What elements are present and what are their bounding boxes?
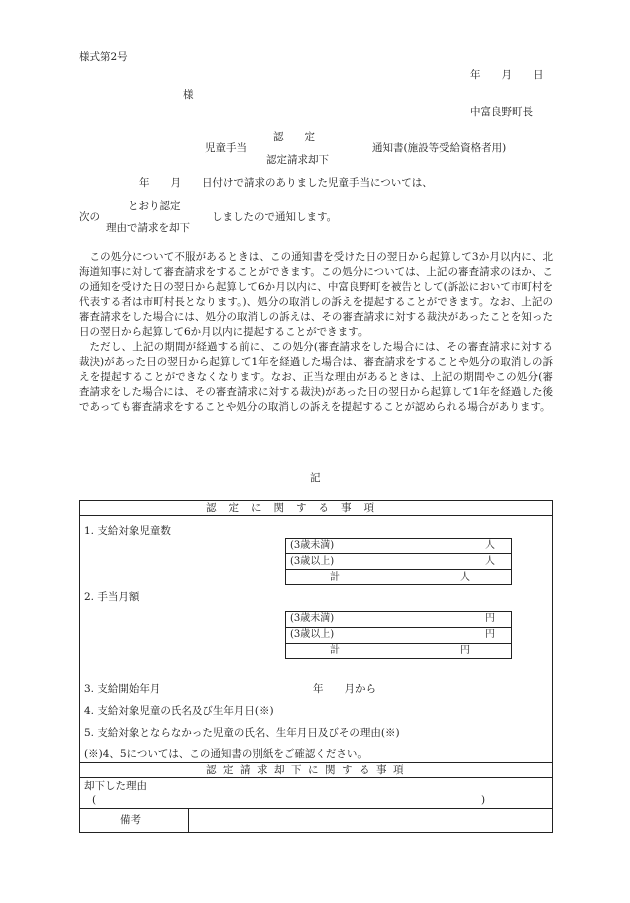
divider (285, 643, 512, 644)
divider (285, 569, 512, 570)
child-3-plus-label: (3歳以上) (290, 556, 335, 567)
amount-total-label: 計 (330, 645, 340, 656)
child-under-3-unit: 人 (485, 540, 495, 551)
child-total-unit: 人 (460, 572, 470, 583)
child-under-3-label: (3歳未満) (290, 540, 335, 551)
amount-total-unit: 円 (460, 645, 470, 656)
amount-under-3-label: (3歳未満) (290, 613, 335, 624)
item-ineligible-children: 5. 支給対象とならなかった児童の氏名、生年月日及びその理由(※) (84, 727, 400, 739)
title-option-recognition: 認 定 (273, 131, 315, 143)
rejection-reason-close: ) (481, 794, 486, 806)
divider (285, 627, 512, 628)
item-monthly-amount: 2. 手当月額 (84, 591, 140, 603)
date-line: 年 月 日 (470, 69, 544, 81)
form-number: 様式第2号 (79, 51, 128, 63)
appeal-notice-paragraph-2: ただし、上記の期間が経過する前に、この処分(審査請求をした場合には、その審査請求に対する裁決)があった日の翌日から起算して1年を経過した場合は、審査請求をすることや処分の取消しの訴えを提起することができなくなります。なお、正当な理由があるときは、上記の期間やこの処分(審査請求をした場合には、その審査請求に対する裁決)があった日の翌日から起算して1年を経過した後であっても審査請求をすることや処分の取消しの訴えを提起することが認められる場合があります。 (79, 341, 553, 413)
intro-option-reject: 理由で請求を却下 (106, 222, 190, 234)
intro-option-approve: とおり認定 (128, 200, 181, 212)
item-eligible-children: 4. 支給対象児童の氏名及び生年月日(※) (84, 705, 274, 717)
appeal-notice (79, 250, 553, 415)
intro-date-text: 年 月 日付けで請求のありました児童手当については、 (139, 177, 433, 189)
rejection-reason-open: ( (92, 794, 97, 806)
section-recognition-header: 認定に関する事項 (206, 502, 386, 514)
item-child-count: 1. 支給対象児童数 (84, 525, 171, 537)
divider (285, 553, 512, 554)
amount-under-3-unit: 円 (485, 613, 495, 624)
child-total-label: 計 (330, 572, 340, 583)
intro-prefix: 次の (79, 211, 100, 223)
rejection-reason-label: 却下した理由 (84, 780, 147, 792)
section-rejection-header: 認定請求却下に関する事項 (206, 764, 410, 776)
start-month-value: 年 月から (313, 683, 376, 695)
annex-note: (※)4、5については、この通知書の別紙をご確認ください。 (84, 748, 368, 760)
issuer: 中富良野町長 (470, 106, 533, 118)
item-start-month: 3. 支給開始年月 (84, 683, 161, 695)
appeal-notice-paragraph-1: この処分について不服があるときは、この通知書を受けた日の翌日から起算して3か月以内に、北海道知事に対して審査請求をすることができます。この処分については、上記の審査請求のほか、この通知を受けた日の翌日から起算して6か月以内に、中富良野町を被告として(訴訟において市町村を代表する者は市町村長となります。)、処分の取消しの訴えを提起することができます。なお、上記の審査請求をした場合には、処分の取消しの訴えは、その審査請求に対する裁決があったことを知った日の翌日から起算して6か月以内に提起することができます。 (79, 251, 553, 338)
amount-3-plus-unit: 円 (485, 629, 495, 640)
title-option-rejection: 認定請求却下 (266, 154, 329, 166)
amount-3-plus-label: (3歳以上) (290, 629, 335, 640)
divider (79, 762, 553, 763)
divider (79, 777, 553, 778)
title-right: 通知書(施設等受給資格者用) (372, 142, 507, 154)
addressee-suffix: 様 (183, 89, 194, 101)
divider (79, 808, 553, 809)
divider (79, 515, 553, 516)
divider (188, 808, 189, 833)
ki-heading: 記 (310, 472, 321, 484)
child-3-plus-unit: 人 (485, 556, 495, 567)
remarks-label: 備考 (120, 814, 141, 826)
title-left: 児童手当 (205, 142, 247, 154)
intro-suffix: しましたので通知します。 (212, 211, 338, 223)
